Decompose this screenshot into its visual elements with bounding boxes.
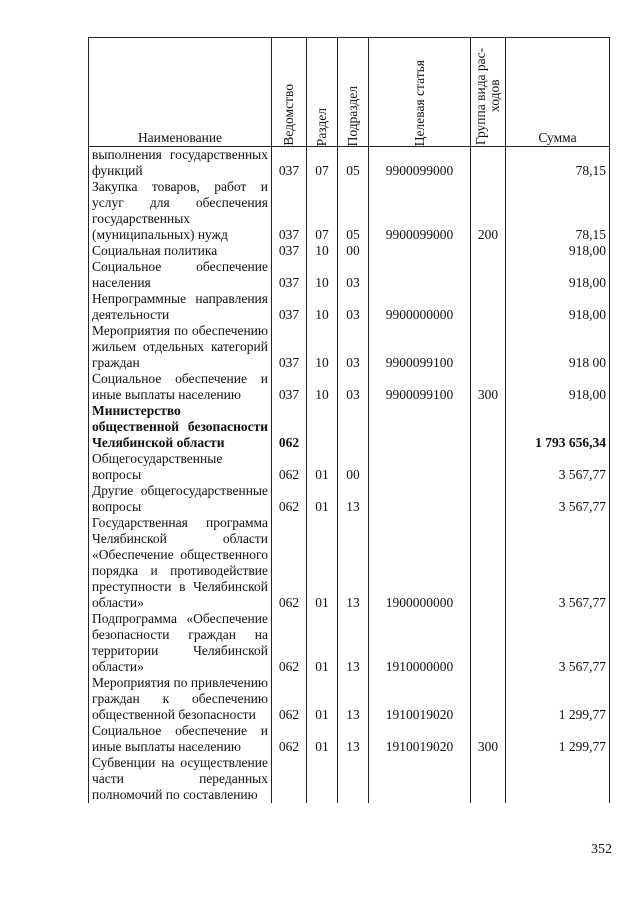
row-expense-group (471, 147, 506, 180)
row-name: Общегосударственные вопросы (89, 451, 272, 483)
table-row (89, 147, 610, 180)
row-section: 10 (307, 243, 338, 259)
row-target (369, 483, 471, 515)
row-dept: 037 (272, 243, 307, 259)
row-target: 1910019020 (369, 723, 471, 755)
row-sum: 78,15 (506, 147, 610, 180)
row-target: 9900099100 (369, 323, 471, 371)
budget-table (88, 37, 610, 803)
row-section: 10 (307, 323, 338, 371)
row-section: 10 (307, 259, 338, 291)
table-row (89, 723, 610, 755)
row-dept: 062 (272, 403, 307, 451)
row-sum: 78,15 (506, 179, 610, 243)
row-subsection: 00 (338, 451, 369, 483)
row-name: выполнения государственных функций (89, 147, 272, 180)
row-dept: 037 (272, 179, 307, 243)
header-target: Целевая статья (369, 38, 471, 147)
row-name: Социальная политика (89, 243, 272, 259)
row-subsection: 05 (338, 179, 369, 243)
row-sum: 3 567,77 (506, 451, 610, 483)
row-sum: 1 793 656,34 (506, 403, 610, 451)
row-name: Непрограммные направления деятельности (89, 291, 272, 323)
row-target: 9900099000 (369, 179, 471, 243)
row-expense-group (471, 483, 506, 515)
table-row (89, 515, 610, 611)
table-row (89, 259, 610, 291)
row-target (369, 243, 471, 259)
row-sum: 1 299,77 (506, 675, 610, 723)
row-section: 10 (307, 371, 338, 403)
row-target: 9900099100 (369, 371, 471, 403)
row-expense-group: 300 (471, 723, 506, 755)
row-expense-group (471, 611, 506, 675)
row-section: 07 (307, 179, 338, 243)
row-name: Подпрограмма «Обеспечение безопасности граждан на территории Челябинской области» (89, 611, 272, 675)
row-expense-group (471, 291, 506, 323)
row-name: Министерство общественной безопасности Челябинской области (89, 403, 272, 451)
row-subsection: 13 (338, 675, 369, 723)
row-dept (272, 755, 307, 803)
row-name: Субвенции на осуществление части переданных полномочий по составлению (89, 755, 272, 803)
row-expense-group: 300 (471, 371, 506, 403)
row-subsection: 03 (338, 259, 369, 291)
header-sum: Сумма (506, 38, 610, 147)
row-name: Государственная программа Челябинской области «Обеспечение общественного порядка и противодействие преступности в Челябинской области» (89, 515, 272, 611)
row-sum: 918,00 (506, 243, 610, 259)
row-dept: 062 (272, 611, 307, 675)
header-name: Наименование (89, 38, 272, 147)
row-name: Социальное обеспечение и иные выплаты населению (89, 371, 272, 403)
row-name: Мероприятия по обеспечению жильем отдельных категорий граждан (89, 323, 272, 371)
table-row (89, 611, 610, 675)
page-number: 352 (591, 842, 612, 857)
row-dept: 037 (272, 371, 307, 403)
row-section: 07 (307, 147, 338, 180)
row-sum (506, 755, 610, 803)
row-section: 10 (307, 291, 338, 323)
row-section (307, 755, 338, 803)
row-subsection: 13 (338, 483, 369, 515)
row-target (369, 451, 471, 483)
row-target (369, 259, 471, 291)
row-sum: 3 567,77 (506, 483, 610, 515)
row-name: Социальное обеспечение населения (89, 259, 272, 291)
row-subsection: 13 (338, 515, 369, 611)
row-dept: 037 (272, 147, 307, 180)
row-expense-group (471, 451, 506, 483)
row-section: 01 (307, 483, 338, 515)
table-row (89, 243, 610, 259)
row-dept: 062 (272, 675, 307, 723)
header-section: Раздел (307, 38, 338, 147)
row-sum: 3 567,77 (506, 611, 610, 675)
row-dept: 062 (272, 515, 307, 611)
row-expense-group (471, 243, 506, 259)
row-section: 01 (307, 451, 338, 483)
row-subsection: 13 (338, 611, 369, 675)
table-row (89, 179, 610, 243)
row-expense-group (471, 675, 506, 723)
row-subsection (338, 755, 369, 803)
row-subsection: 00 (338, 243, 369, 259)
row-dept: 037 (272, 259, 307, 291)
row-section: 01 (307, 611, 338, 675)
row-subsection (338, 403, 369, 451)
header-expense-group: Группа вида рас-ходов (471, 38, 506, 147)
row-dept: 062 (272, 483, 307, 515)
row-dept: 037 (272, 291, 307, 323)
header-subsection: Подраздел (338, 38, 369, 147)
row-sum: 918,00 (506, 259, 610, 291)
row-sum: 918,00 (506, 371, 610, 403)
row-target: 9900099000 (369, 147, 471, 180)
table-row (89, 403, 610, 451)
row-dept: 037 (272, 323, 307, 371)
row-subsection: 03 (338, 323, 369, 371)
row-subsection: 03 (338, 291, 369, 323)
page-edge (633, 0, 634, 905)
row-section (307, 403, 338, 451)
row-target (369, 755, 471, 803)
row-subsection: 05 (338, 147, 369, 180)
table-row (89, 451, 610, 483)
row-target: 1900000000 (369, 515, 471, 611)
row-expense-group (471, 403, 506, 451)
table-row (89, 483, 610, 515)
row-expense-group (471, 515, 506, 611)
row-target (369, 403, 471, 451)
row-sum: 918 00 (506, 323, 610, 371)
row-section: 01 (307, 723, 338, 755)
row-subsection: 03 (338, 371, 369, 403)
row-name: Социальное обеспечение и иные выплаты населению (89, 723, 272, 755)
row-sum: 918,00 (506, 291, 610, 323)
row-target: 1910000000 (369, 611, 471, 675)
row-name: Мероприятия по привлечению граждан к обеспечению общественной безопасности (89, 675, 272, 723)
row-dept: 062 (272, 451, 307, 483)
table-header-row (89, 38, 610, 147)
row-target: 9900000000 (369, 291, 471, 323)
table-row (89, 291, 610, 323)
row-name: Закупка товаров, работ и услуг для обеспечения государственных (муниципальных) нужд (89, 179, 272, 243)
row-target: 1910019020 (369, 675, 471, 723)
table-row (89, 371, 610, 403)
row-sum: 3 567,77 (506, 515, 610, 611)
row-name: Другие общегосударственные вопросы (89, 483, 272, 515)
row-subsection: 13 (338, 723, 369, 755)
row-expense-group (471, 259, 506, 291)
table-row (89, 323, 610, 371)
row-sum: 1 299,77 (506, 723, 610, 755)
table-row (89, 675, 610, 723)
row-section: 01 (307, 675, 338, 723)
row-section: 01 (307, 515, 338, 611)
row-expense-group (471, 323, 506, 371)
table-row (89, 755, 610, 803)
row-expense-group: 200 (471, 179, 506, 243)
row-expense-group (471, 755, 506, 803)
row-dept: 062 (272, 723, 307, 755)
header-dept: Ведомство (272, 38, 307, 147)
